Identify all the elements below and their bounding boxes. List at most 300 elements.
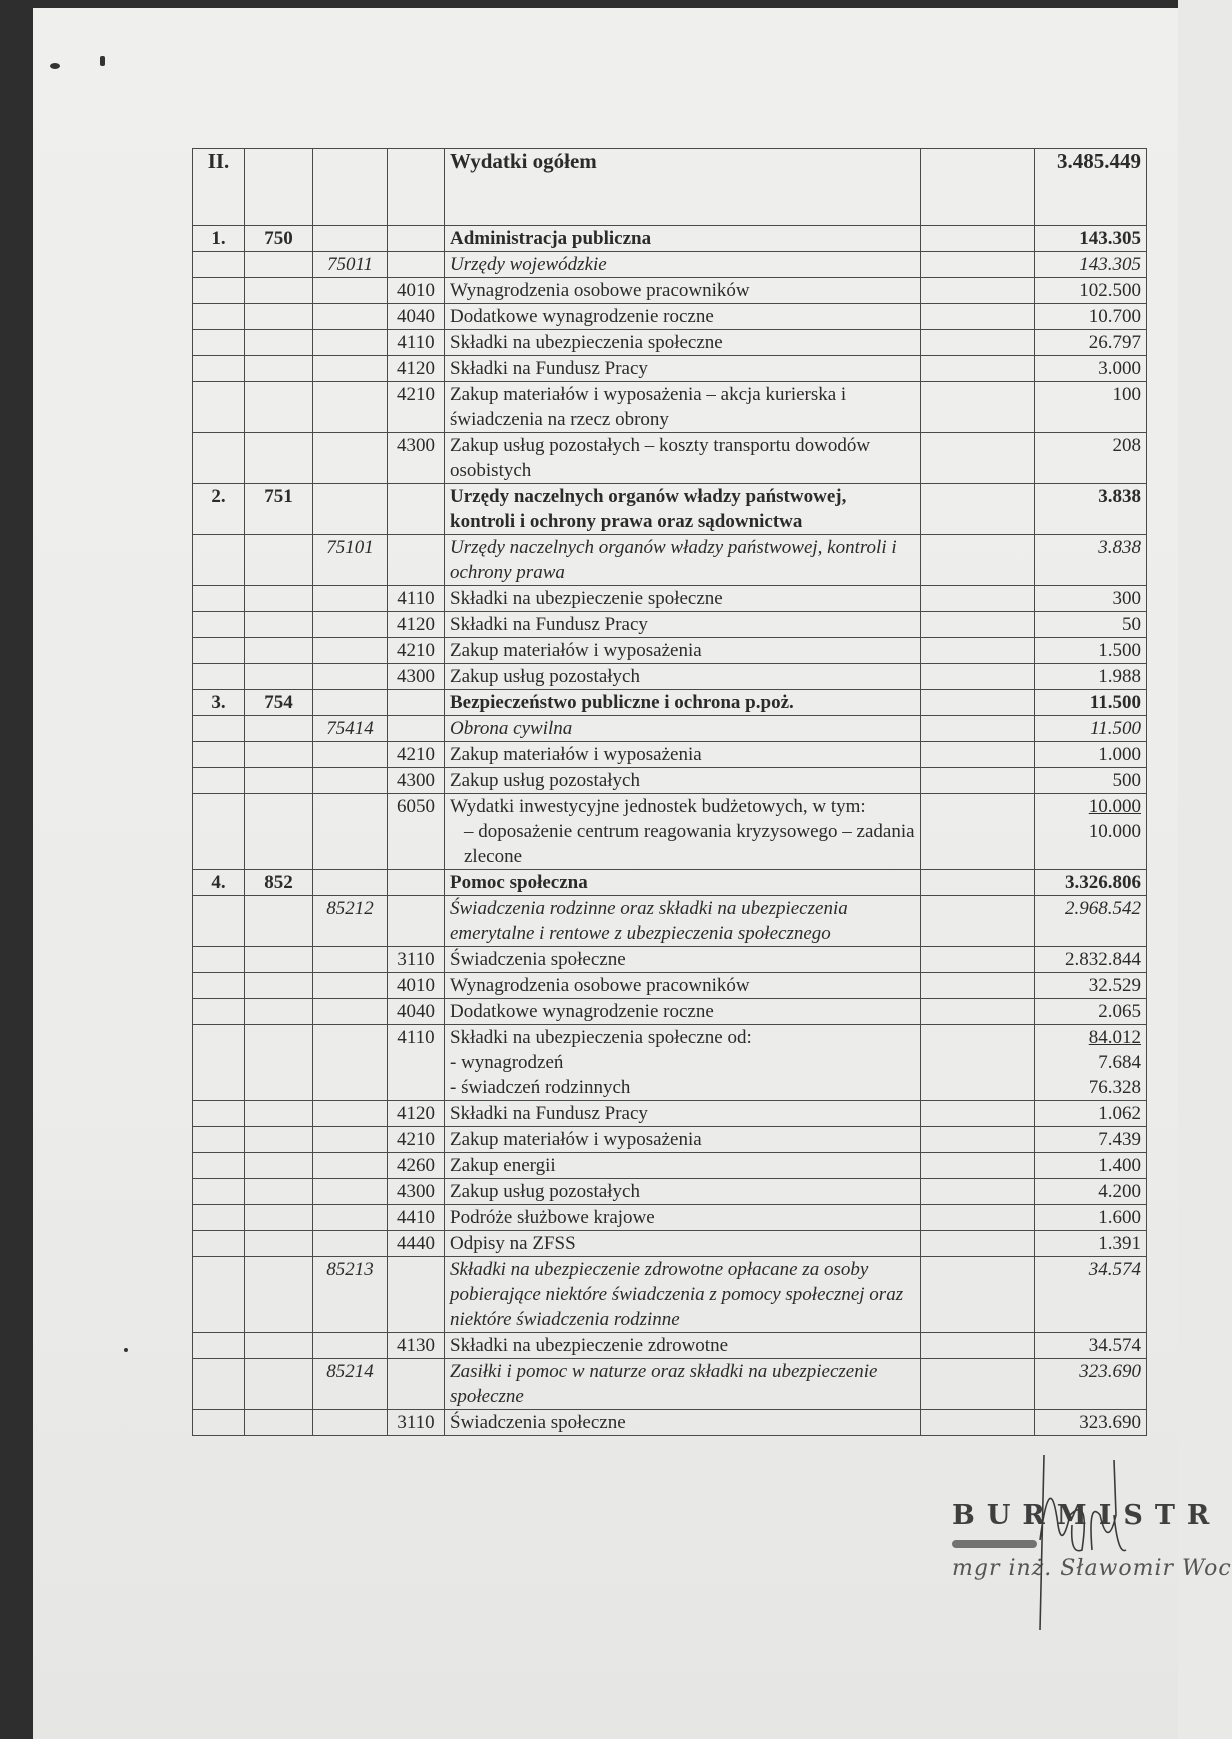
row-name: Urzędy wojewódzkie: [445, 252, 921, 278]
row-paragraf: 4120: [388, 356, 445, 382]
row-rozdzial: [313, 690, 388, 716]
row-rozdzial: [313, 999, 388, 1025]
row-paragraf: [388, 896, 445, 947]
row-lp: [193, 304, 245, 330]
row-empty-cell: [921, 433, 1035, 484]
paragraph-row: [193, 742, 1147, 768]
row-name: Zakup usług pozostałych – koszty transportu dowodów osobistych: [445, 433, 921, 484]
row-lp: [193, 1410, 245, 1436]
row-rozdzial: [313, 330, 388, 356]
row-subitem-value: 10.000: [1088, 821, 1141, 842]
row-name: Administracja publiczna: [445, 226, 921, 252]
row-lp: [193, 586, 245, 612]
row-rozdzial: [313, 356, 388, 382]
row-paragraf: 4120: [388, 1101, 445, 1127]
summary-value: 3.485.449: [1035, 149, 1147, 226]
row-value: 2.968.542: [1035, 896, 1147, 947]
row-value: 3.326.806: [1035, 870, 1147, 896]
row-dzial: [245, 304, 313, 330]
row-rozdzial: [313, 1179, 388, 1205]
row-name: Zakup usług pozostałych: [445, 1179, 921, 1205]
paragraph-row: [193, 794, 1147, 870]
row-dzial: [245, 1153, 313, 1179]
row-empty-cell: [921, 586, 1035, 612]
row-value-main: 10.000: [1088, 796, 1141, 817]
chapter-row: [193, 716, 1147, 742]
row-dzial: [245, 716, 313, 742]
row-paragraf: 4440: [388, 1231, 445, 1257]
row-rozdzial: [313, 484, 388, 535]
row-empty-cell: [921, 870, 1035, 896]
row-dzial: [245, 1205, 313, 1231]
row-dzial: [245, 1410, 313, 1436]
row-empty-cell: [921, 382, 1035, 433]
row-dzial: [245, 1179, 313, 1205]
paragraph-row: [193, 768, 1147, 794]
row-rozdzial: [313, 768, 388, 794]
stamp-title: BURMISTR: [952, 1500, 1222, 1531]
paragraph-row: [193, 1153, 1147, 1179]
summary-title: Wydatki ogółem: [445, 149, 921, 226]
row-name: Podróże służbowe krajowe: [445, 1205, 921, 1231]
row-paragraf: 4300: [388, 433, 445, 484]
row-value: 3.838: [1035, 535, 1147, 586]
row-name: Zakup materiałów i wyposażenia: [445, 742, 921, 768]
row-value: 2.832.844: [1035, 947, 1147, 973]
row-rozdzial: [313, 1333, 388, 1359]
row-lp: [193, 433, 245, 484]
row-value: 208: [1035, 433, 1147, 484]
row-dzial: [245, 278, 313, 304]
row-dzial: [245, 252, 313, 278]
row-paragraf: 4210: [388, 742, 445, 768]
row-dzial: 751: [245, 484, 313, 535]
row-dzial: [245, 1359, 313, 1410]
row-paragraf: 4010: [388, 973, 445, 999]
row-value: 323.690: [1035, 1359, 1147, 1410]
row-empty-cell: [921, 1231, 1035, 1257]
row-lp: 3.: [193, 690, 245, 716]
paragraph-row: [193, 947, 1147, 973]
row-rozdzial: [313, 1410, 388, 1436]
row-paragraf: 4010: [388, 278, 445, 304]
row-rozdzial: [313, 1101, 388, 1127]
row-name: Urzędy naczelnych organów władzy państwowej, kontroli i ochrony prawa: [445, 535, 921, 586]
stamp-signatory-name: mgr inż. Sławomir Woc: [952, 1556, 1232, 1581]
row-value-main: 84.012: [1088, 1027, 1141, 1048]
chapter-row: [193, 535, 1147, 586]
row-name: Świadczenia społeczne: [445, 947, 921, 973]
ink-speck: [100, 56, 105, 66]
row-paragraf: 4110: [388, 586, 445, 612]
row-paragraf: [388, 484, 445, 535]
row-rozdzial: [313, 1127, 388, 1153]
row-value: 1.062: [1035, 1101, 1147, 1127]
row-name: Zakup usług pozostałych: [445, 664, 921, 690]
row-name: Wynagrodzenia osobowe pracowników: [445, 973, 921, 999]
row-paragraf: 4210: [388, 382, 445, 433]
row-name: Składki na Fundusz Pracy: [445, 612, 921, 638]
ink-speck: [50, 63, 60, 69]
row-rozdzial: 75011: [313, 252, 388, 278]
row-empty-cell: [921, 973, 1035, 999]
row-paragraf: [388, 870, 445, 896]
section-row: [193, 226, 1147, 252]
row-dzial: [245, 896, 313, 947]
row-rozdzial: 75414: [313, 716, 388, 742]
paragraph-row: [193, 1101, 1147, 1127]
row-dzial: [245, 356, 313, 382]
row-lp: [193, 330, 245, 356]
row-paragraf: 4110: [388, 330, 445, 356]
row-dzial: [245, 1231, 313, 1257]
row-value: 1.500: [1035, 638, 1147, 664]
row-name: Świadczenia społeczne: [445, 1410, 921, 1436]
chapter-row: [193, 896, 1147, 947]
row-empty-cell: [921, 1333, 1035, 1359]
row-paragraf: 4210: [388, 638, 445, 664]
row-dzial: [245, 638, 313, 664]
row-empty-cell: [921, 252, 1035, 278]
row-lp: [193, 1025, 245, 1101]
row-paragraf: 3110: [388, 1410, 445, 1436]
row-lp: [193, 664, 245, 690]
row-rozdzial: [313, 870, 388, 896]
row-name: Bezpieczeństwo publiczne i ochrona p.poż.: [445, 690, 921, 716]
row-name: Składki na ubezpieczenia społeczne: [445, 330, 921, 356]
row-value: [1035, 794, 1147, 870]
row-name: Zakup materiałów i wyposażenia – akcja kurierska i świadczenia na rzecz obrony: [445, 382, 921, 433]
row-subitem-name: – doposażenie centrum reagowania kryzysowego – zadania zlecone: [464, 821, 915, 867]
row-value: 11.500: [1035, 690, 1147, 716]
row-lp: [193, 356, 245, 382]
row-empty-cell: [921, 535, 1035, 586]
row-rozdzial: [313, 638, 388, 664]
row-dzial: [245, 1257, 313, 1333]
expenditure-table: [192, 148, 1147, 1436]
row-rozdzial: [313, 1153, 388, 1179]
row-lp: [193, 1257, 245, 1333]
row-lp: [193, 278, 245, 304]
row-rozdzial: [313, 278, 388, 304]
row-dzial: [245, 586, 313, 612]
row-value: 1.988: [1035, 664, 1147, 690]
row-rozdzial: 85214: [313, 1359, 388, 1410]
row-name: Zakup materiałów i wyposażenia: [445, 638, 921, 664]
row-empty-cell: [921, 356, 1035, 382]
row-rozdzial: 75101: [313, 535, 388, 586]
row-empty-cell: [921, 612, 1035, 638]
paragraph-row: [193, 1127, 1147, 1153]
row-name: Obrona cywilna: [445, 716, 921, 742]
row-dzial: 750: [245, 226, 313, 252]
row-lp: [193, 973, 245, 999]
row-paragraf: 3110: [388, 947, 445, 973]
row-name-main: Składki na ubezpieczenia społeczne od:: [450, 1027, 752, 1048]
row-paragraf: [388, 716, 445, 742]
row-paragraf: [388, 252, 445, 278]
row-name: Zasiłki i pomoc w naturze oraz składki na ubezpieczenie społeczne: [445, 1359, 921, 1410]
row-value: 2.065: [1035, 999, 1147, 1025]
row-rozdzial: [313, 973, 388, 999]
row-empty-cell: [921, 484, 1035, 535]
row-rozdzial: [313, 1205, 388, 1231]
row-paragraf: 4120: [388, 612, 445, 638]
row-rozdzial: [313, 794, 388, 870]
row-lp: [193, 742, 245, 768]
row-name: Zakup energii: [445, 1153, 921, 1179]
row-name: Zakup usług pozostałych: [445, 768, 921, 794]
row-lp: [193, 896, 245, 947]
row-empty-cell: [921, 1101, 1035, 1127]
row-value: 7.439: [1035, 1127, 1147, 1153]
row-rozdzial: [313, 947, 388, 973]
row-value: 11.500: [1035, 716, 1147, 742]
paragraph-row: [193, 638, 1147, 664]
row-empty-cell: [921, 330, 1035, 356]
paragraph-row: [193, 1333, 1147, 1359]
row-name: Pomoc społeczna: [445, 870, 921, 896]
row-name: Składki na Fundusz Pracy: [445, 356, 921, 382]
row-empty-cell: [921, 1257, 1035, 1333]
paragraph-row: [193, 973, 1147, 999]
row-lp: [193, 1231, 245, 1257]
row-value: 3.000: [1035, 356, 1147, 382]
section-row: [193, 484, 1147, 535]
row-empty-cell: [921, 716, 1035, 742]
row-paragraf: [388, 690, 445, 716]
row-value: 102.500: [1035, 278, 1147, 304]
row-dzial: [245, 973, 313, 999]
paragraph-row: [193, 278, 1147, 304]
row-dzial: 754: [245, 690, 313, 716]
row-value: 34.574: [1035, 1257, 1147, 1333]
row-empty-cell: [921, 794, 1035, 870]
row-dzial: [245, 1101, 313, 1127]
row-paragraf: 4130: [388, 1333, 445, 1359]
row-empty-cell: [921, 1127, 1035, 1153]
row-paragraf: 6050: [388, 794, 445, 870]
row-empty-cell: [921, 1153, 1035, 1179]
summary-lp: II.: [193, 149, 245, 226]
row-lp: [193, 1153, 245, 1179]
row-empty-cell: [921, 1179, 1035, 1205]
row-dzial: [245, 535, 313, 586]
row-dzial: [245, 1025, 313, 1101]
row-rozdzial: [313, 382, 388, 433]
row-name: Składki na ubezpieczenie społeczne: [445, 586, 921, 612]
row-lp: [193, 999, 245, 1025]
row-paragraf: 4300: [388, 664, 445, 690]
row-lp: 4.: [193, 870, 245, 896]
stamp-initials-scribble: [952, 1540, 1037, 1548]
row-empty-cell: [921, 947, 1035, 973]
row-subitem-name: - wynagrodzeń: [450, 1052, 564, 1073]
row-rozdzial: [313, 586, 388, 612]
row-rozdzial: 85213: [313, 1257, 388, 1333]
row-dzial: [245, 664, 313, 690]
row-value: 1.600: [1035, 1205, 1147, 1231]
row-name: [445, 1025, 921, 1101]
chapter-row: [193, 252, 1147, 278]
row-name: Dodatkowe wynagrodzenie roczne: [445, 999, 921, 1025]
row-rozdzial: [313, 304, 388, 330]
row-value: 4.200: [1035, 1179, 1147, 1205]
row-name: Wynagrodzenia osobowe pracowników: [445, 278, 921, 304]
row-paragraf: 4040: [388, 999, 445, 1025]
row-rozdzial: [313, 1025, 388, 1101]
row-name: Zakup materiałów i wyposażenia: [445, 1127, 921, 1153]
row-lp: [193, 1179, 245, 1205]
row-value: 1.391: [1035, 1231, 1147, 1257]
row-lp: [193, 638, 245, 664]
row-dzial: [245, 794, 313, 870]
row-lp: [193, 794, 245, 870]
row-paragraf: 4110: [388, 1025, 445, 1101]
row-dzial: 852: [245, 870, 313, 896]
row-lp: [193, 768, 245, 794]
row-lp: [193, 1205, 245, 1231]
chapter-row: [193, 1359, 1147, 1410]
scan-border-top: [0, 0, 1178, 8]
row-dzial: [245, 768, 313, 794]
row-value: 323.690: [1035, 1410, 1147, 1436]
paragraph-row: [193, 586, 1147, 612]
row-subitem-value: 7.684: [1098, 1052, 1141, 1073]
row-lp: 1.: [193, 226, 245, 252]
row-subitem-name: - świadczeń rodzinnych: [450, 1077, 631, 1098]
row-dzial: [245, 1127, 313, 1153]
row-dzial: [245, 999, 313, 1025]
row-paragraf: 4210: [388, 1127, 445, 1153]
row-lp: [193, 535, 245, 586]
row-value: 26.797: [1035, 330, 1147, 356]
row-paragraf: 4260: [388, 1153, 445, 1179]
row-empty-cell: [921, 278, 1035, 304]
row-paragraf: 4300: [388, 768, 445, 794]
row-empty-cell: [921, 1025, 1035, 1101]
row-subitem-value: 76.328: [1088, 1077, 1141, 1098]
row-empty-cell: [921, 1410, 1035, 1436]
row-dzial: [245, 433, 313, 484]
row-empty-cell: [921, 304, 1035, 330]
row-empty-cell: [921, 664, 1035, 690]
paragraph-row: [193, 330, 1147, 356]
row-name: Dodatkowe wynagrodzenie roczne: [445, 304, 921, 330]
row-rozdzial: [313, 433, 388, 484]
row-dzial: [245, 1333, 313, 1359]
row-empty-cell: [921, 1359, 1035, 1410]
row-value: 1.000: [1035, 742, 1147, 768]
row-value: 500: [1035, 768, 1147, 794]
row-lp: [193, 382, 245, 433]
row-value: 1.400: [1035, 1153, 1147, 1179]
paragraph-row: [193, 356, 1147, 382]
paragraph-row: [193, 382, 1147, 433]
row-dzial: [245, 742, 313, 768]
row-empty-cell: [921, 226, 1035, 252]
row-name-main: Wydatki inwestycyjne jednostek budżetowych, w tym:: [450, 796, 866, 817]
paragraph-row: [193, 304, 1147, 330]
row-empty-cell: [921, 896, 1035, 947]
row-rozdzial: [313, 664, 388, 690]
row-paragraf: 4040: [388, 304, 445, 330]
row-paragraf: [388, 535, 445, 586]
row-empty-cell: [921, 742, 1035, 768]
row-paragraf: [388, 1257, 445, 1333]
row-value: 3.838: [1035, 484, 1147, 535]
row-value: 100: [1035, 382, 1147, 433]
row-rozdzial: [313, 742, 388, 768]
row-name: Urzędy naczelnych organów władzy państwowej, kontroli i ochrony prawa oraz sądownictwa: [445, 484, 921, 535]
row-value: [1035, 1025, 1147, 1101]
row-lp: [193, 1359, 245, 1410]
row-dzial: [245, 330, 313, 356]
row-name: [445, 794, 921, 870]
row-dzial: [245, 947, 313, 973]
chapter-row: [193, 1257, 1147, 1333]
row-lp: [193, 1101, 245, 1127]
row-lp: [193, 1127, 245, 1153]
row-lp: [193, 716, 245, 742]
row-name: Świadczenia rodzinne oraz składki na ubezpieczenia emerytalne i rentowe z ubezpieczenia społecznego: [445, 896, 921, 947]
row-value: 300: [1035, 586, 1147, 612]
row-value: 32.529: [1035, 973, 1147, 999]
paragraph-row: [193, 433, 1147, 484]
paragraph-row: [193, 1410, 1147, 1436]
row-lp: [193, 947, 245, 973]
row-empty-cell: [921, 638, 1035, 664]
row-empty-cell: [921, 999, 1035, 1025]
row-name: Składki na Fundusz Pracy: [445, 1101, 921, 1127]
row-paragraf: 4300: [388, 1179, 445, 1205]
paragraph-row: [193, 612, 1147, 638]
row-paragraf: [388, 226, 445, 252]
row-dzial: [245, 612, 313, 638]
row-value: 50: [1035, 612, 1147, 638]
section-row: [193, 690, 1147, 716]
row-name: Odpisy na ZFSS: [445, 1231, 921, 1257]
row-rozdzial: [313, 226, 388, 252]
paragraph-row: [193, 664, 1147, 690]
row-value: 10.700: [1035, 304, 1147, 330]
row-value: 143.305: [1035, 226, 1147, 252]
paragraph-row: [193, 999, 1147, 1025]
row-empty-cell: [921, 690, 1035, 716]
ink-speck: [124, 1348, 128, 1352]
row-lp: [193, 252, 245, 278]
row-paragraf: 4410: [388, 1205, 445, 1231]
paragraph-row: [193, 1179, 1147, 1205]
row-lp: [193, 1333, 245, 1359]
paragraph-row: [193, 1205, 1147, 1231]
row-name: Składki na ubezpieczenie zdrowotne: [445, 1333, 921, 1359]
row-empty-cell: [921, 1205, 1035, 1231]
summary-row: [193, 149, 1147, 226]
paragraph-row: [193, 1025, 1147, 1101]
row-lp: [193, 612, 245, 638]
row-rozdzial: 85212: [313, 896, 388, 947]
row-name: Składki na ubezpieczenie zdrowotne opłacane za osoby pobierające niektóre świadczenia z pomocy społecznej oraz niektóre świadczenia rodzinne: [445, 1257, 921, 1333]
row-lp: 2.: [193, 484, 245, 535]
row-rozdzial: [313, 1231, 388, 1257]
row-value: 143.305: [1035, 252, 1147, 278]
handwritten-signature: [1030, 1455, 1130, 1630]
scan-border-left: [0, 0, 33, 1739]
section-row: [193, 870, 1147, 896]
row-dzial: [245, 382, 313, 433]
row-rozdzial: [313, 612, 388, 638]
